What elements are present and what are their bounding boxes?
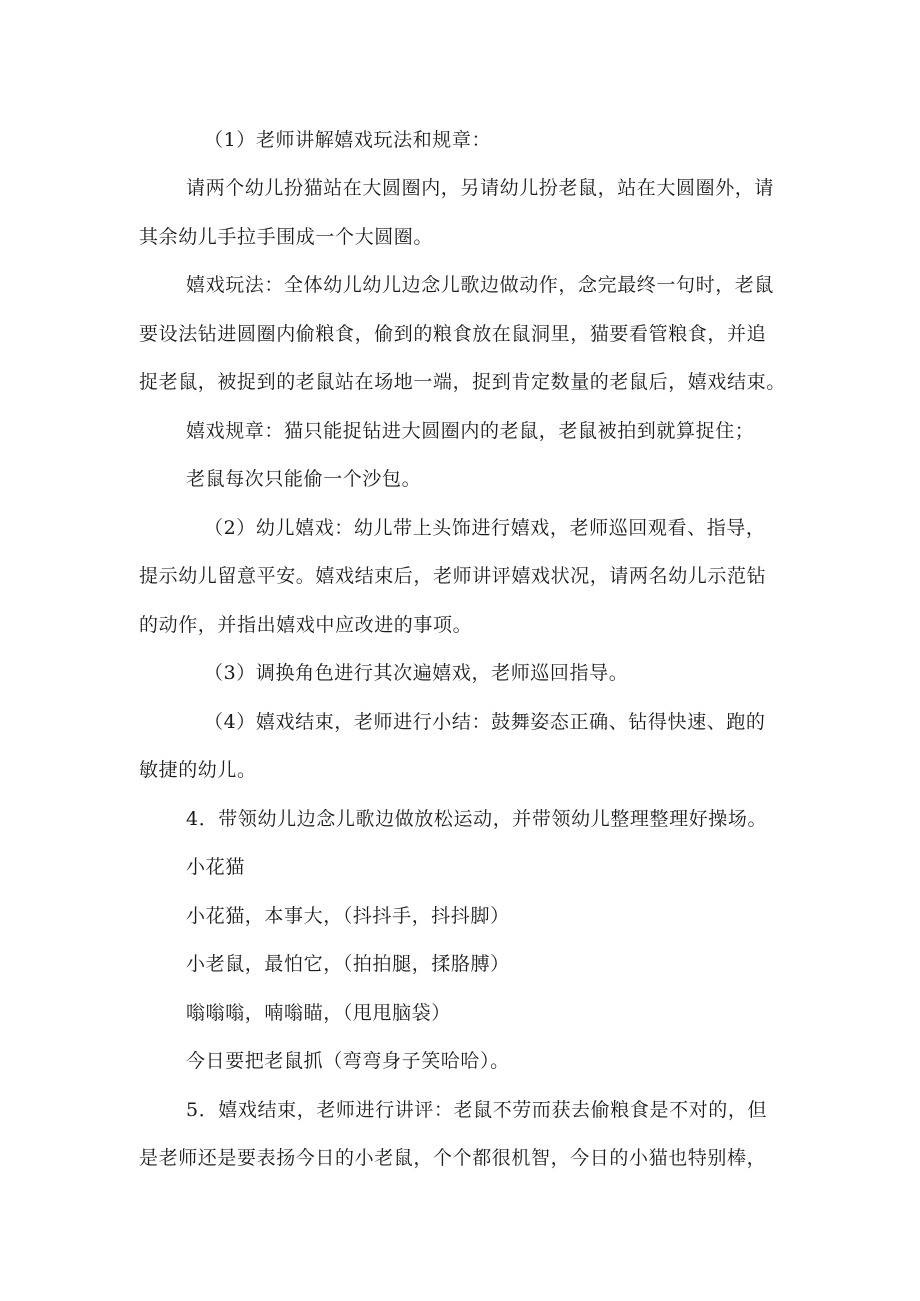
text-line-2: 请两个幼儿扮猫站在大圆圈内，另请幼儿扮老鼠，站在大圆圈外，请 (186, 177, 775, 199)
text-line-9: （2）幼儿嬉戏：幼儿带上头饰进行嬉戏，老师巡回观看、指导， (204, 517, 766, 539)
text-line-1: （1）老师讲解嬉戏玩法和规章： (204, 129, 492, 151)
text-line-13: （4）嬉戏结束，老师进行小结：鼓舞姿态正确、钻得快速、跑的 (204, 711, 766, 733)
text-line-21: 5．嬉戏结束，老师进行讲评：老鼠不劳而获去偷粮食是不对的，但 (186, 1099, 768, 1121)
text-line-12: （3）调换角色进行其次遍嬉戏，老师巡回指导。 (204, 662, 629, 684)
text-line-4: 嬉戏玩法：全体幼儿幼儿边念儿歌边做动作，念完最终一句时，老鼠 (186, 274, 775, 296)
poem-title: 小花猫 (186, 856, 245, 878)
text-line-11: 的动作，并指出嬉戏中应改进的事项。 (139, 614, 473, 636)
text-line-6: 捉老鼠，被捉到的老鼠站在场地一端，捉到肯定数量的老鼠后，嬉戏结束。 (139, 371, 786, 393)
poem-line-4: 今日要把老鼠抓（弯弯身子笑哈哈）。 (186, 1050, 510, 1072)
text-line-22: 是老师还是要表扬今日的小老鼠，个个都很机智，今日的小猫也特别棒， (139, 1147, 767, 1169)
poem-line-1: 小花猫，本事大，（抖抖手，抖抖脚） (186, 905, 510, 927)
poem-line-3: 嗡嗡嗡，喃嗡瞄，（甩甩脑袋） (186, 1002, 451, 1024)
text-line-8: 老鼠每次只能偷一个沙包。 (186, 468, 422, 490)
text-line-7: 嬉戏规章：猫只能捉钻进大圆圈内的老鼠，老鼠被拍到就算捉住； (186, 420, 755, 442)
text-line-10: 提示幼儿留意平安。嬉戏结束后，老师讲评嬉戏状况，请两名幼儿示范钻 (139, 565, 767, 587)
text-line-3: 其余幼儿手拉手围成一个大圆圈。 (139, 226, 434, 248)
text-line-14: 敏捷的幼儿。 (139, 759, 257, 781)
text-line-15: 4．带领幼儿边念儿歌边做放松运动，并带领幼儿整理整理好操场。 (186, 808, 768, 830)
poem-line-2: 小老鼠，最怕它，（拍拍腿，揉胳膊） (186, 953, 510, 975)
text-line-5: 要设法钻进圆圈内偷粮食，偷到的粮食放在鼠洞里，猫要看管粮食，并追 (139, 323, 767, 345)
